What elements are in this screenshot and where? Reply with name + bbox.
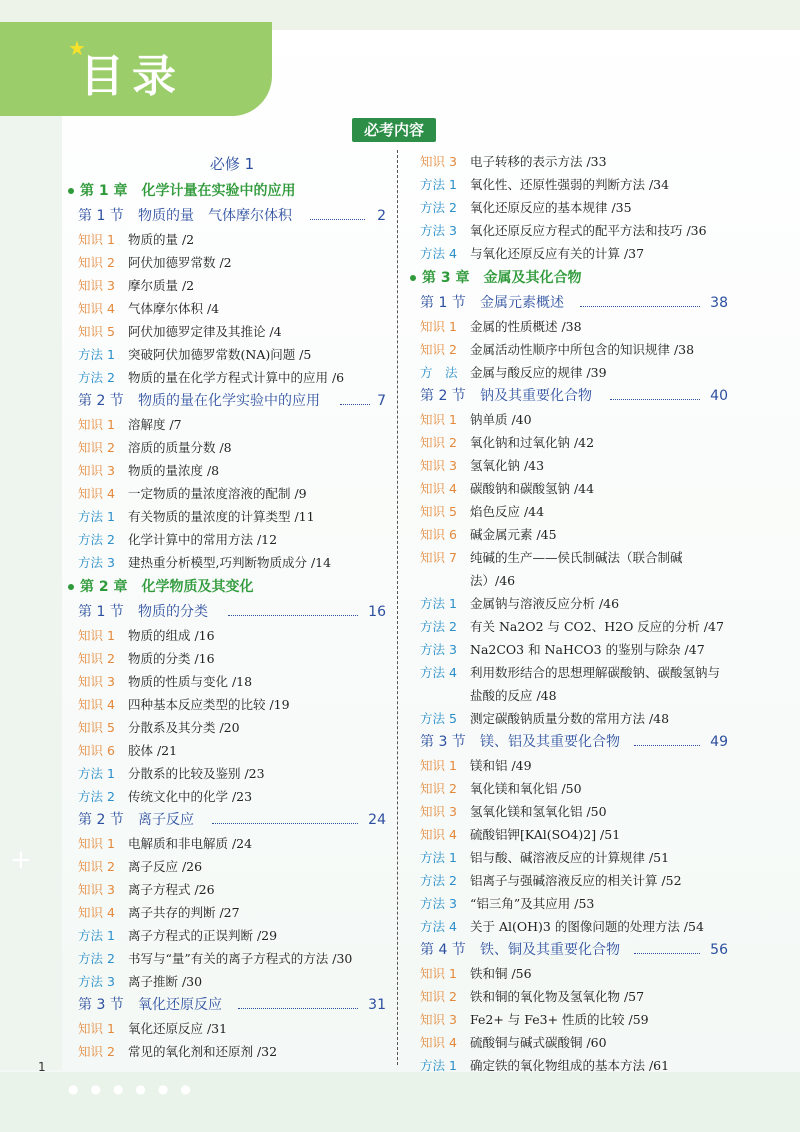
list-item[interactable] — [420, 1008, 728, 1031]
item-tag: 知识 2 — [420, 435, 457, 450]
item-tag: 知识 1 — [78, 836, 115, 851]
item-text: 物质的量浓度 /8 — [128, 463, 220, 478]
item-text: 离子反应 /26 — [128, 859, 203, 874]
left-column — [78, 150, 386, 1063]
item-tag: 知识 3 — [78, 463, 115, 478]
list-item[interactable] — [78, 366, 386, 389]
chapter-heading[interactable]: 第 2 章 化学物质及其变化 — [68, 574, 386, 600]
item-tag: 方法 1 — [420, 177, 457, 192]
list-item[interactable] — [78, 670, 386, 693]
dot-leader — [310, 219, 365, 220]
list-item[interactable] — [78, 528, 386, 551]
item-tag: 知识 2 — [78, 255, 115, 270]
list-item[interactable] — [78, 739, 386, 762]
list-item[interactable] — [420, 361, 728, 384]
list-item[interactable] — [420, 150, 728, 173]
item-tag: 知识 2 — [78, 440, 115, 455]
item-tag: 知识 1 — [78, 232, 115, 247]
item-text: 有关物质的量浓度的计算类型 /11 — [128, 509, 315, 524]
item-text: 氧化钠和过氧化钠 /42 — [470, 435, 595, 450]
item-tag: 知识 3 — [420, 154, 457, 169]
list-item[interactable] — [78, 274, 386, 297]
item-text: 碳酸钠和碳酸氢钠 /44 — [470, 481, 595, 496]
item-text: 分散系的比较及鉴别 /23 — [128, 766, 265, 781]
list-item[interactable] — [420, 869, 728, 892]
item-text: 铝离子与强碱溶液反应的相关计算 /52 — [470, 873, 682, 888]
item-text: 胶体 /21 — [128, 743, 178, 758]
item-tag: 方法 1 — [420, 596, 457, 611]
bottom-decor-band — [0, 1072, 800, 1132]
item-text: 焰色反应 /44 — [470, 504, 545, 519]
item-text: 四种基本反应类型的比较 /19 — [128, 697, 290, 712]
item-text: 物质的量在化学方程式计算中的应用 /6 — [128, 370, 345, 385]
dot-leader — [580, 306, 700, 307]
section-entry[interactable]: 第 3 节 镁、铝及其重要化合物 49 — [420, 734, 728, 750]
item-text: 传统文化中的化学 /23 — [128, 789, 253, 804]
item-tag: 知识 3 — [420, 458, 457, 473]
item-tag: 知识 3 — [420, 804, 457, 819]
list — [420, 408, 728, 546]
list-item[interactable] — [420, 777, 728, 800]
list — [78, 832, 386, 993]
item-tag: 知识 2 — [78, 651, 115, 666]
list-item[interactable] — [78, 901, 386, 924]
item-text: 确定铁的氧化物组成的基本方法 /61 — [470, 1058, 670, 1073]
item-text: 碱金属元素 /45 — [470, 527, 557, 542]
item-text: 氧化还原反应 /31 — [128, 1021, 228, 1036]
page-number: 1 — [38, 1060, 46, 1074]
item-text: 镁和铝 /49 — [470, 758, 532, 773]
list-item[interactable] — [420, 892, 728, 915]
item-tag: 知识 4 — [78, 301, 115, 316]
item-text: 溶质的质量分数 /8 — [128, 440, 232, 455]
list-item[interactable] — [420, 615, 728, 638]
list-item[interactable] — [420, 523, 728, 546]
list-item[interactable] — [420, 823, 728, 846]
item-tag: 方法 4 — [420, 919, 457, 934]
list-item[interactable] — [420, 454, 728, 477]
item-text: Fe2+ 与 Fe3+ 性质的比较 /59 — [470, 1012, 649, 1027]
section-entry[interactable]: 第 1 节 金属元素概述 38 — [420, 295, 728, 311]
item-text: 常见的氧化剂和还原剂 /32 — [128, 1044, 278, 1059]
section-banner: 必考内容 — [352, 118, 436, 142]
item-tag: 方法 2 — [78, 951, 115, 966]
item-text: 氢氧化镁和氢氧化铝 /50 — [470, 804, 607, 819]
list-item[interactable] — [78, 482, 386, 505]
list-item[interactable] — [78, 413, 386, 436]
list-item[interactable] — [78, 762, 386, 785]
list — [420, 150, 728, 265]
item-text: 金属与酸反应的规律 /39 — [470, 365, 607, 380]
dot-leader — [634, 745, 700, 746]
item-tag: 知识 4 — [420, 827, 457, 842]
item-text: 铝与酸、碱溶液反应的计算规律 /51 — [470, 850, 670, 865]
item-tag: 知识 1 — [420, 319, 457, 334]
item-tag: 方法 1 — [78, 509, 115, 524]
bullet-icon — [68, 188, 74, 194]
item-tag: 方法 3 — [78, 974, 115, 989]
item-text: 书写与“量”有关的离子方程式的方法 /30 — [128, 951, 353, 966]
item-tag: 方 法 — [420, 365, 458, 380]
item-tag: 知识 1 — [78, 628, 115, 643]
list-item[interactable] — [78, 878, 386, 901]
item-tag: 知识 5 — [78, 324, 115, 339]
item-tag: 方法 2 — [78, 789, 115, 804]
section-entry[interactable]: 第 2 节 物质的量在化学实验中的应用 7 — [78, 393, 386, 409]
item-text: 气体摩尔体积 /4 — [128, 301, 220, 316]
list-item[interactable] — [420, 477, 728, 500]
item-text: 摩尔质量 /2 — [128, 278, 195, 293]
list-item[interactable] — [78, 297, 386, 320]
list-item[interactable] — [420, 985, 728, 1008]
list-item[interactable] — [78, 1040, 386, 1063]
dot-leader — [212, 823, 358, 824]
list-item[interactable] — [420, 338, 728, 361]
list-item[interactable] — [78, 320, 386, 343]
dot-leader — [340, 404, 370, 405]
list-item[interactable] — [78, 251, 386, 274]
item-tag: 知识 3 — [420, 1012, 457, 1027]
item-tag: 知识 4 — [420, 481, 457, 496]
list-item[interactable] — [420, 242, 728, 265]
item-text: 电解质和非电解质 /24 — [128, 836, 253, 851]
item-text: 钠单质 /40 — [470, 412, 532, 427]
list — [420, 754, 728, 938]
item-text: 金属钠与溶液反应分析 /46 — [470, 596, 620, 611]
item-text: 氧化性、还原性强弱的判断方法 /34 — [470, 177, 670, 192]
dot-leader — [610, 399, 700, 400]
list-item[interactable] — [420, 173, 728, 196]
item-text: 与氧化还原反应有关的计算 /37 — [470, 246, 645, 261]
list — [78, 228, 386, 389]
list-item[interactable] — [78, 343, 386, 366]
item-tag: 方法 3 — [420, 223, 457, 238]
item-text: 关于 Al(OH)3 的图像问题的处理方法 /54 — [470, 919, 704, 934]
section-entry[interactable]: 第 1 节 物质的量 气体摩尔体积 2 — [78, 208, 386, 224]
item-tag: 方法 1 — [420, 850, 457, 865]
item-text: 有关 Na2O2 与 CO2、H2O 反应的分析 /47 — [470, 619, 724, 634]
item-tag: 知识 5 — [420, 504, 457, 519]
list-item[interactable] — [420, 1031, 728, 1054]
list-item[interactable] — [78, 505, 386, 528]
item-tag: 知识 6 — [78, 743, 115, 758]
item-tag: 知识 5 — [78, 720, 115, 735]
item-text: 氧化还原反应的基本规律 /35 — [470, 200, 632, 215]
item-tag: 知识 1 — [420, 758, 457, 773]
item-text: 一定物质的量浓度溶液的配制 /9 — [128, 486, 307, 501]
item-text: 离子共存的判断 /27 — [128, 905, 240, 920]
item-tag: 知识 3 — [78, 882, 115, 897]
dot-leader — [634, 953, 700, 954]
item-text: 氧化镁和氧化铝 /50 — [470, 781, 582, 796]
item-tag: 方法 2 — [78, 370, 115, 385]
list — [78, 413, 386, 574]
item-text: 建热重分析模型,巧判断物质成分 /14 — [128, 555, 332, 570]
list-item[interactable] — [420, 500, 728, 523]
item-tag: 知识 2 — [78, 859, 115, 874]
item-tag: 方法 4 — [420, 246, 457, 261]
item-text: 硫酸铜与碱式碳酸铜 /60 — [470, 1035, 607, 1050]
item-tag: 知识 1 — [420, 966, 457, 981]
list — [420, 315, 728, 384]
item-text: 分散系及其分类 /20 — [128, 720, 240, 735]
item-tag: 知识 6 — [420, 527, 457, 542]
list — [420, 592, 728, 661]
list-item[interactable] — [78, 716, 386, 739]
item-text: 金属的性质概述 /38 — [470, 319, 582, 334]
item-text: 物质的性质与变化 /18 — [128, 674, 253, 689]
item-tag: 知识 2 — [420, 781, 457, 796]
item-tag: 方法 1 — [78, 928, 115, 943]
plus-decor-icon: + — [10, 845, 32, 875]
item-tag: 知识 4 — [78, 905, 115, 920]
list-item[interactable] — [78, 1017, 386, 1040]
list — [78, 624, 386, 808]
item-text: 物质的分类 /16 — [128, 651, 215, 666]
bullet-icon — [410, 275, 416, 281]
list-item[interactable] — [420, 915, 728, 938]
section-entry[interactable]: 第 3 节 氧化还原反应 31 — [78, 997, 386, 1013]
list-item[interactable]: 知识 7 纯碱的生产——侯氏制碱法（联合制碱法）/46 — [420, 550, 683, 588]
item-text: 电子转移的表示方法 /33 — [470, 154, 607, 169]
list-item[interactable] — [78, 624, 386, 647]
section-entry[interactable]: 第 2 节 钠及其重要化合物 40 — [420, 388, 728, 404]
item-text: “铝三角”及其应用 /53 — [470, 896, 595, 911]
list-item[interactable]: 方法 5 测定碳酸钠质量分数的常用方法 /48 — [420, 711, 670, 726]
list-item[interactable] — [420, 219, 728, 242]
chapter-heading[interactable]: 第 3 章 金属及其化合物 — [410, 265, 728, 291]
item-text: 氢氧化钠 /43 — [470, 458, 545, 473]
item-text: 铁和铜的氧化物及氢氧化物 /57 — [470, 989, 645, 1004]
item-tag: 知识 2 — [78, 1044, 115, 1059]
item-text: 突破阿伏加德罗常数(NA)问题 /5 — [128, 347, 312, 362]
list-item[interactable]: 方法 4 利用数形结合的思想理解碳酸钠、碳酸氢钠与盐酸的反应 /48 — [420, 665, 721, 703]
item-tag: 方法 2 — [78, 532, 115, 547]
item-tag: 方法 1 — [420, 1058, 457, 1073]
chapter-heading[interactable]: 第 1 章 化学计量在实验中的应用 — [68, 178, 386, 204]
item-text: 铁和铜 /56 — [470, 966, 532, 981]
item-text: 阿伏加德罗定律及其推论 /4 — [128, 324, 282, 339]
item-tag: 知识 4 — [420, 1035, 457, 1050]
list-item[interactable] — [78, 947, 386, 970]
list-item[interactable] — [78, 924, 386, 947]
section-entry[interactable]: 第 4 节 铁、铜及其重要化合物 56 — [420, 942, 728, 958]
list-item[interactable] — [420, 315, 728, 338]
list-item[interactable] — [78, 436, 386, 459]
list-item[interactable] — [78, 832, 386, 855]
item-tag: 方法 3 — [420, 896, 457, 911]
item-text: 物质的组成 /16 — [128, 628, 215, 643]
section-entry[interactable]: 第 1 节 物质的分类 16 — [78, 604, 386, 620]
list-item[interactable] — [420, 638, 728, 661]
dot-decor: ●●●●●● — [68, 1082, 203, 1096]
list-item[interactable] — [78, 785, 386, 808]
dot-leader — [238, 1008, 358, 1009]
list-item[interactable] — [78, 228, 386, 251]
list-item[interactable] — [420, 196, 728, 219]
item-text: 硫酸铝钾[KAl(SO4)2] /51 — [470, 827, 621, 842]
list — [420, 962, 728, 1077]
list-item[interactable] — [78, 647, 386, 670]
list-item[interactable] — [420, 962, 728, 985]
list-item[interactable] — [420, 592, 728, 615]
item-tag: 方法 1 — [78, 766, 115, 781]
item-tag: 方法 2 — [420, 873, 457, 888]
item-text: Na2CO3 和 NaHCO3 的鉴别与除杂 /47 — [470, 642, 705, 657]
item-tag: 方法 2 — [420, 619, 457, 634]
list-item[interactable] — [78, 459, 386, 482]
list — [78, 1017, 386, 1063]
item-text: 溶解度 /7 — [128, 417, 182, 432]
list-item[interactable] — [78, 693, 386, 716]
section-entry[interactable]: 第 2 节 离子反应 24 — [78, 812, 386, 828]
list-item[interactable] — [420, 846, 728, 869]
item-text: 金属活动性顺序中所包含的知识规律 /38 — [470, 342, 695, 357]
item-text: 离子方程式的正误判断 /29 — [128, 928, 278, 943]
item-tag: 知识 1 — [78, 1021, 115, 1036]
list-item[interactable] — [420, 800, 728, 823]
item-tag: 方法 3 — [78, 555, 115, 570]
item-tag: 方法 2 — [420, 200, 457, 215]
item-text: 离子推断 /30 — [128, 974, 203, 989]
page-title: 目录 — [80, 51, 184, 102]
item-tag: 方法 3 — [420, 642, 457, 657]
item-tag: 方法 1 — [78, 347, 115, 362]
left-decor-strip — [0, 110, 62, 1070]
item-tag: 知识 4 — [78, 697, 115, 712]
item-tag: 知识 2 — [420, 989, 457, 1004]
item-tag: 知识 4 — [78, 486, 115, 501]
item-text: 物质的量 /2 — [128, 232, 195, 247]
bullet-icon — [68, 584, 74, 590]
list-item[interactable] — [420, 408, 728, 431]
list-item[interactable] — [78, 970, 386, 993]
right-column — [420, 150, 728, 1077]
list-item[interactable] — [420, 754, 728, 777]
subject-heading: 必修 1 — [209, 155, 255, 173]
item-tag: 知识 1 — [78, 417, 115, 432]
list-item[interactable] — [78, 855, 386, 878]
item-text: 阿伏加德罗常数 /2 — [128, 255, 232, 270]
dot-leader — [228, 615, 358, 616]
item-text: 化学计算中的常用方法 /12 — [128, 532, 278, 547]
list-item[interactable] — [420, 431, 728, 454]
item-text: 离子方程式 /26 — [128, 882, 215, 897]
star-icon: ★ — [68, 36, 86, 60]
list-item[interactable] — [78, 551, 386, 574]
column-divider — [397, 150, 398, 1065]
item-tag: 知识 3 — [78, 674, 115, 689]
item-tag: 知识 3 — [78, 278, 115, 293]
item-tag: 知识 1 — [420, 412, 457, 427]
list-item[interactable] — [420, 1054, 728, 1077]
item-tag: 知识 2 — [420, 342, 457, 357]
item-text: 氧化还原反应方程式的配平方法和技巧 /36 — [470, 223, 707, 238]
